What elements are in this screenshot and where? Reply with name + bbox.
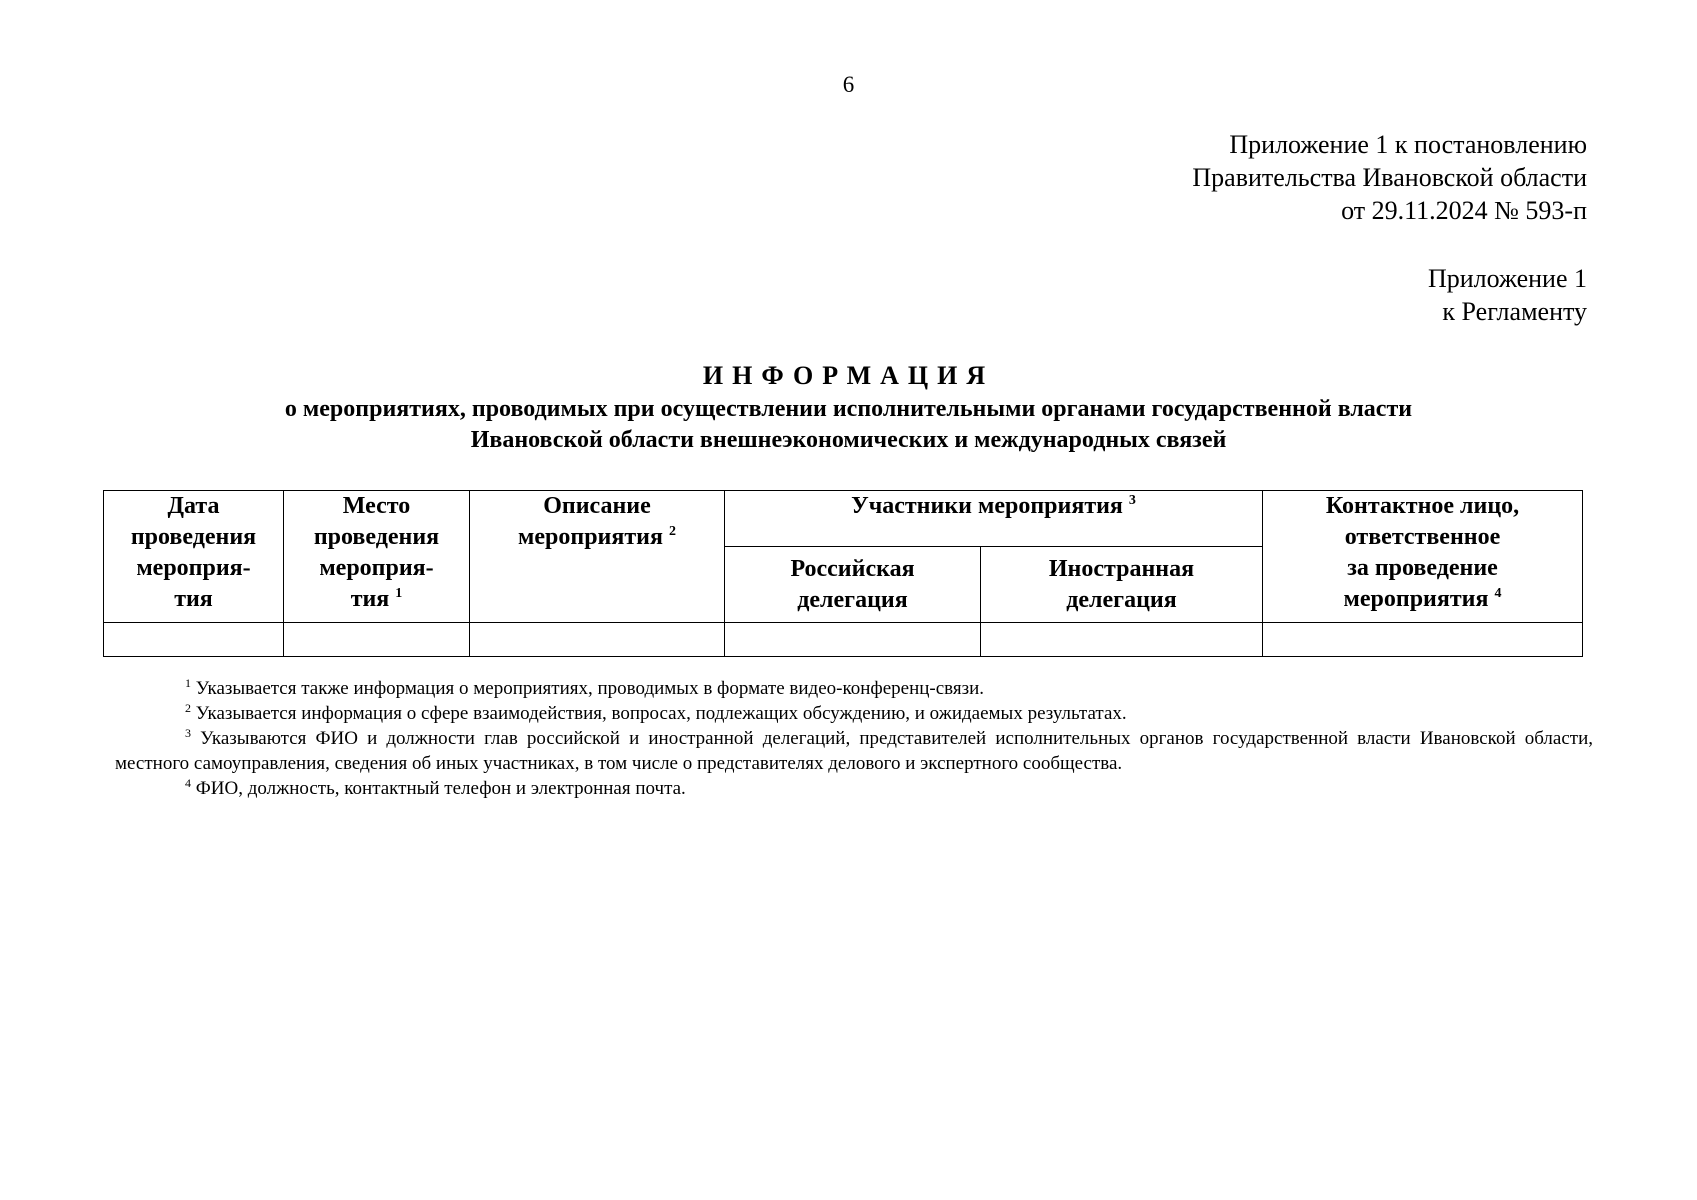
title-subtitle-line: о мероприятиях, проводимых при осуществлении исполнительными органами государственной власти bbox=[284, 396, 1413, 422]
document-title bbox=[0, 358, 1697, 456]
header-russian-delegation: Российская делегация bbox=[725, 547, 981, 623]
footnote: $^3$ Указываются ФИО и должности глав российской и иностранной делегаций, представителей исполнительных органов государственной власти Ивановской области, местного самоуправления, сведения об иных участниках, в том числе о представителях делового и экспертного сообщества. bbox=[115, 726, 1593, 774]
footnote: $^2$ Указывается информация о сфере взаимодействия, вопросах, подлежащих обсуждению, и ожидаемых результатах. bbox=[185, 701, 1127, 724]
header-foreign-delegation: Иностранная делегация bbox=[981, 547, 1263, 623]
page-number: 6 bbox=[842, 72, 855, 97]
table-cell bbox=[470, 623, 725, 657]
footnote: $^1$ Указывается также информация о мероприятиях, проводимых в формате видео-конференц-связи. bbox=[185, 676, 985, 699]
footnote-number: 2 bbox=[185, 701, 191, 715]
footnote-ref: 3 bbox=[1128, 493, 1136, 508]
table-row bbox=[104, 623, 1583, 657]
title-subtitle-line: Ивановской области внешнеэкономических и международных связей bbox=[470, 427, 1227, 453]
table-cell bbox=[725, 623, 981, 657]
header-line: от 29.11.2024 № 593-п bbox=[1341, 196, 1587, 225]
footnote-number: 3 bbox=[185, 726, 191, 740]
header-event-date: Дата проведения мероприя- тия bbox=[104, 491, 284, 623]
header-contact-person: Контактное лицо, ответственное за проведение мероприятия $^4$ bbox=[1263, 491, 1583, 623]
table-cell bbox=[981, 623, 1263, 657]
header-line: Правительства Ивановской области bbox=[1192, 163, 1587, 192]
appendix-resolution-reference bbox=[1192, 128, 1587, 227]
footnote-number: 1 bbox=[185, 676, 191, 690]
title-main: ИНФОРМАЦИЯ bbox=[702, 361, 995, 390]
events-table bbox=[103, 490, 1583, 657]
header-event-participants: Участники мероприятия $^3$ bbox=[725, 491, 1263, 547]
table-cell bbox=[1263, 623, 1583, 657]
header-line: к Регламенту bbox=[1442, 297, 1587, 326]
table-cell bbox=[104, 623, 284, 657]
footnote-number: 4 bbox=[185, 776, 191, 790]
table-cell bbox=[284, 623, 470, 657]
header-line: Приложение 1 к постановлению bbox=[1229, 130, 1587, 159]
footnote-ref: 1 bbox=[395, 586, 403, 601]
footnote-ref: 4 bbox=[1494, 586, 1502, 601]
header-line: Приложение 1 bbox=[1427, 264, 1587, 293]
appendix-regulation-reference bbox=[1428, 262, 1587, 328]
header-event-place: Место проведения мероприя- тия $^1$ bbox=[284, 491, 470, 623]
header-event-description: Описание мероприятия $^2$ bbox=[470, 491, 725, 623]
footnotes bbox=[115, 676, 1593, 801]
footnote: $^4$ ФИО, должность, контактный телефон и электронная почта. bbox=[185, 776, 686, 799]
footnote-ref: 2 bbox=[668, 524, 676, 539]
